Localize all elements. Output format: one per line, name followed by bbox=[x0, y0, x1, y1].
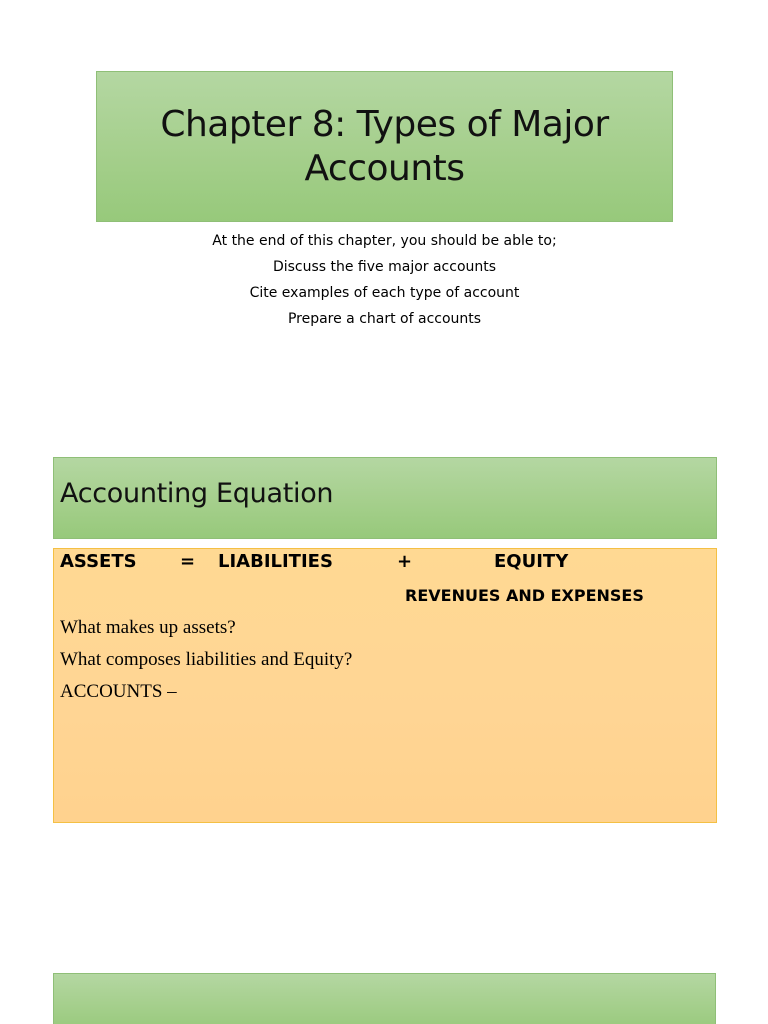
question-line: What makes up assets? bbox=[60, 617, 236, 638]
chapter-title-box bbox=[96, 71, 673, 222]
equation-assets: ASSETS bbox=[60, 551, 137, 572]
objective-item: Prepare a chart of accounts bbox=[287, 311, 482, 327]
next-slide-header-box bbox=[53, 973, 716, 1024]
equation-plus: + bbox=[397, 551, 413, 572]
equation-liabilities: LIABILITIES bbox=[218, 551, 333, 572]
chapter-title: Chapter 8: Types of Major Accounts bbox=[160, 103, 609, 189]
equation-equity: EQUITY bbox=[494, 551, 569, 572]
equation-header-box bbox=[53, 457, 717, 539]
chapter-objectives bbox=[96, 228, 673, 332]
revenues-expenses-label: REVENUES AND EXPENSES bbox=[405, 586, 644, 605]
objective-item: Cite examples of each type of account bbox=[249, 285, 520, 301]
equation-header-title: Accounting Equation bbox=[60, 478, 334, 509]
equation-content-box bbox=[53, 548, 717, 823]
equation-equals: = bbox=[180, 551, 196, 572]
objective-item: Discuss the five major accounts bbox=[272, 259, 497, 275]
objective-intro: At the end of this chapter, you should be able to; bbox=[212, 233, 557, 249]
accounts-line: ACCOUNTS – bbox=[60, 681, 177, 702]
question-line: What composes liabilities and Equity? bbox=[60, 649, 353, 670]
